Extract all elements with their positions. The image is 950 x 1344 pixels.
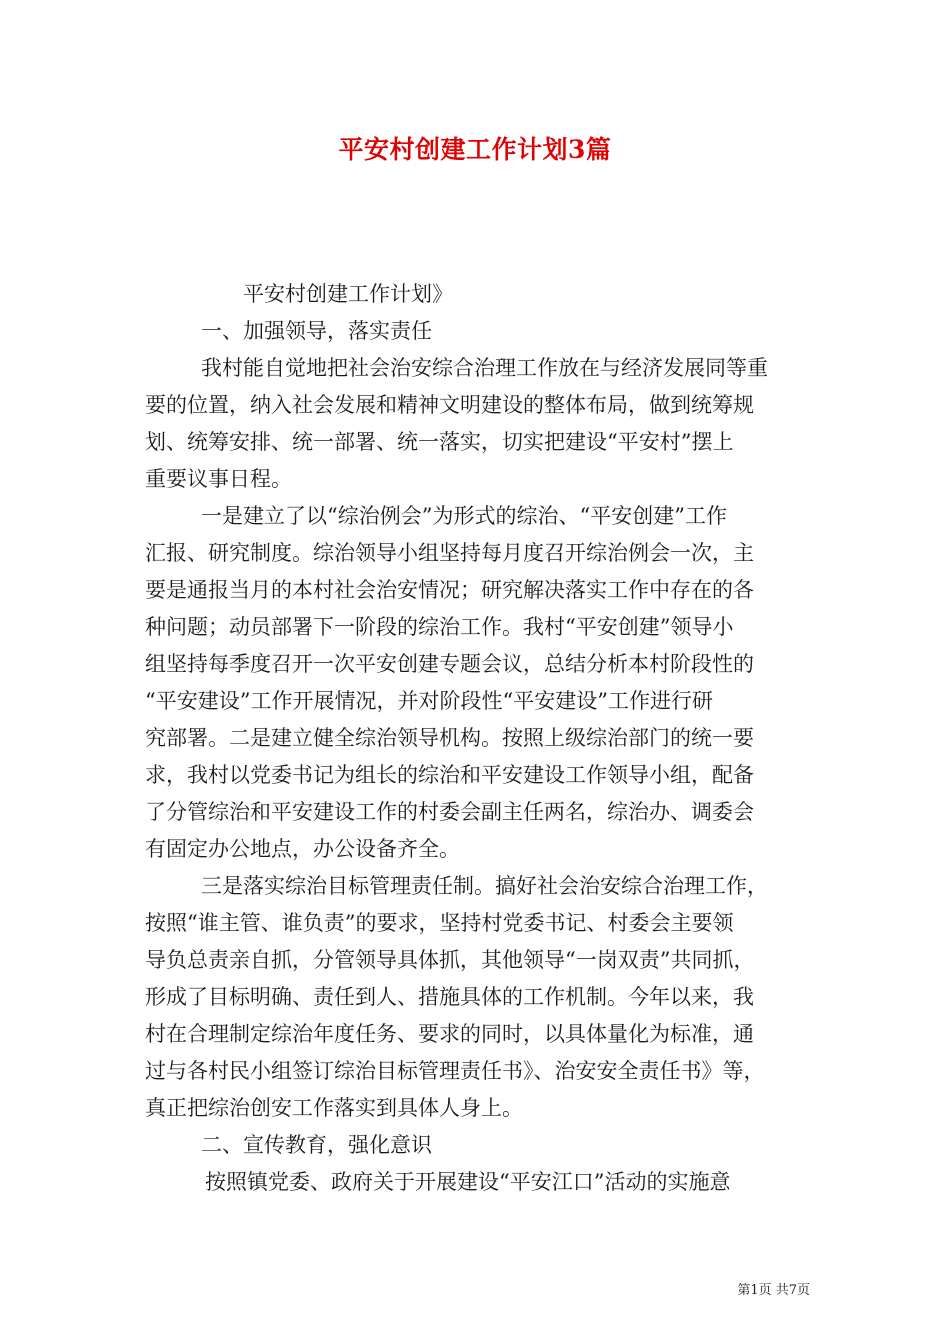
document-title: 平安村创建工作计划3篇: [338, 135, 612, 164]
page-number: 第1页 共7页: [737, 1283, 810, 1298]
paragraph-line: 要的位置，纳入社会发展和精神文明建设的整体布局，做到统筹规: [145, 393, 754, 417]
document-subtitle: 平安村创建工作计划》: [243, 282, 453, 306]
paragraph-first-line: 一是建立了以“综治例会”为形式的综治、“平安创建”工作: [201, 504, 727, 528]
paragraph-line: 汇报、研究制度。综治领导小组坚持每月度召开综治例会一次，主: [145, 541, 754, 565]
paragraph-line: 导负总责亲自抓，分管领导具体抓，其他领导“一岗双责”共同抓，: [145, 948, 755, 972]
body-lines: [145, 313, 805, 1201]
section-heading: 二、宣传教育，强化意识: [201, 1133, 432, 1157]
paragraph-line: 过与各村民小组签订综治目标管理责任书》、治安安全责任书》等，: [145, 1059, 765, 1083]
paragraph-first-line: 我村能自觉地把社会治安综合治理工作放在与经济发展同等重: [201, 356, 768, 380]
paragraph-line: 了分管综治和平安建设工作的村委会副主任两名，综治办、调委会: [145, 800, 754, 824]
paragraph-line: 按照“谁主管、谁负责”的要求，坚持村党委书记、村委会主要领: [145, 911, 734, 935]
paragraph-line: 重要议事日程。: [145, 467, 292, 491]
paragraph-first-line: 三是落实综治目标管理责任制。搞好社会治安综合治理工作，: [201, 874, 768, 898]
paragraph-line: 究部署。二是建立健全综治领导机构。按照上级综治部门的统一要: [145, 726, 754, 750]
paragraph-line: 求，我村以党委书记为组长的综治和平安建设工作领导小组，配备: [145, 763, 754, 787]
document-body: [145, 276, 805, 1201]
paragraph-line: 组坚持每季度召开一次平安创建专题会议，总结分析本村阶段性的: [145, 652, 754, 676]
paragraph-line: 要是通报当月的本村社会治安情况；研究解决落实工作中存在的各: [145, 578, 754, 602]
section-heading: 一、加强领导，落实责任: [201, 319, 432, 343]
paragraph-line: 真正把综治创安工作落实到具体人身上。: [145, 1096, 523, 1120]
paragraph-line: 划、统筹安排、统一部署、统一落实，切实把建设“平安村”摆上: [145, 430, 734, 454]
paragraph-line: “平安建设”工作开展情况，并对阶段性“平安建设”工作进行研: [145, 689, 713, 713]
paragraph-line: 村在合理制定综治年度任务、要求的同时，以具体量化为标准，通: [145, 1022, 754, 1046]
paragraph-line: 有固定办公地点，办公设备齐全。: [145, 837, 460, 861]
paragraph-line: 种问题；动员部署下一阶段的综治工作。我村“平安创建”领导小: [145, 615, 734, 639]
paragraph-first-line: 按照镇党委、政府关于开展建设“平安江口”活动的实施意: [205, 1170, 731, 1194]
paragraph-line: 形成了目标明确、责任到人、措施具体的工作机制。今年以来，我: [145, 985, 754, 1009]
